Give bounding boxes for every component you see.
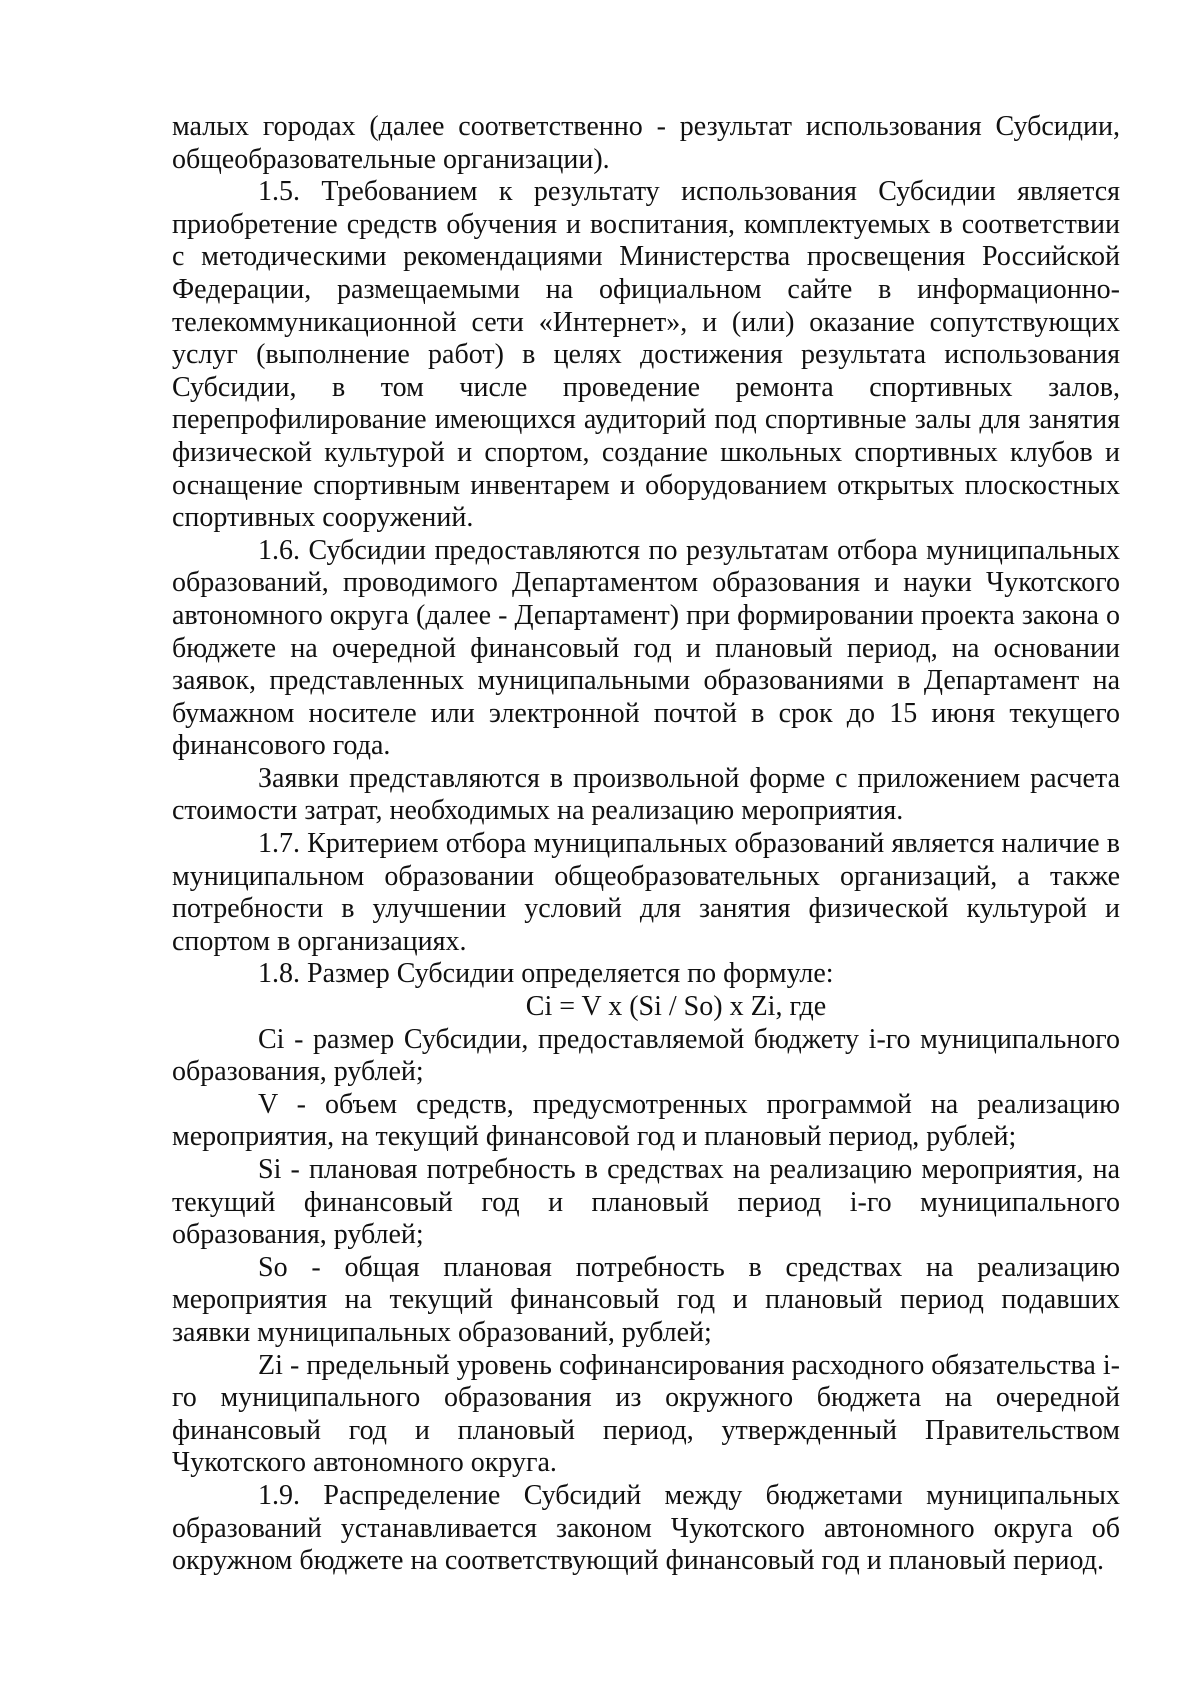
definition-zi: Zi - предельный уровень софинансирования расходного обязательства i-го муниципального образования из окружного бюджета на очередной финансовый год и плановый период, утвержденный Правительством Чукотского автономного округа. (172, 1349, 1120, 1479)
paragraph-applications: Заявки представляются в произвольной форме с приложением расчета стоимости затрат, необходимых на реализацию мероприятия. (172, 762, 1120, 827)
paragraph-1-7: 1.7. Критерием отбора муниципальных образований является наличие в муниципальном образовании общеобразовательных организаций, а также потребности в улучшении условий для занятия физической культурой и спортом в организациях. (172, 828, 1120, 957)
definition-si: Si - плановая потребность в средствах на реализацию мероприятия, на текущий финансовый год и плановый период i-го муниципального образования, рублей; (172, 1154, 1120, 1251)
paragraph-1-8: 1.8. Размер Субсидии определяется по формуле: (258, 958, 834, 990)
document-page (172, 111, 1120, 1578)
definition-ci: Ci - размер Субсидии, предоставляемой бюджету i-го муниципального образования, рублей; (172, 1023, 1120, 1088)
definition-v: V - объем средств, предусмотренных программой на реализацию мероприятия, на текущий финансовой год и плановый период, рублей; (172, 1088, 1120, 1153)
subsidy-formula: Ci = V x (Si / So) x Zi, где (525, 991, 827, 1023)
paragraph-1-6: 1.6. Субсидии предоставляются по результатам отбора муниципальных образований, проводимого Департаментом образования и науки Чукотского автономного округа (далее - Департамент) при формировании проекта закона о бюджете на очередной финансовый год и плановый период, на основании заявок, представленных муниципальными образованиями в Департамент на бумажном носителе или электронной почтой в срок до 15 июня текущего финансового года. (172, 534, 1120, 762)
paragraph-1-9: 1.9. Распределение Субсидий между бюджетами муниципальных образований устанавливается законом Чукотского автономного округа об окружном бюджете на соответствующий финансовый год и плановый период. (172, 1479, 1120, 1577)
definition-so: So - общая плановая потребность в средствах на реализацию мероприятия на текущий финансовый год и плановый период подавших заявки муниципальных образований, рублей; (172, 1251, 1120, 1348)
paragraph-1-5: 1.5. Требованием к результату использования Субсидии является приобретение средств обучения и воспитания, комплектуемых в соответствии с методическими рекомендациями Министерства просвещения Российской Федерации, размещаемыми на официальном сайте в информационно-телекоммуникационной сети «Интернет», и (или) оказание сопутствующих услуг (выполнение работ) в целях достижения результата использования Субсидии, в том числе проведение ремонта спортивных залов, перепрофилирование имеющихся аудиторий под спортивные залы для занятия физической культурой и спортом, создание школьных спортивных клубов и оснащение спортивным инвентарем и оборудованием открытых плоскостных спортивных сооружений. (172, 176, 1120, 534)
paragraph-continuation: малых городах (далее соответственно - результат использования Субсидии, общеобразовательные организации). (172, 111, 1120, 175)
